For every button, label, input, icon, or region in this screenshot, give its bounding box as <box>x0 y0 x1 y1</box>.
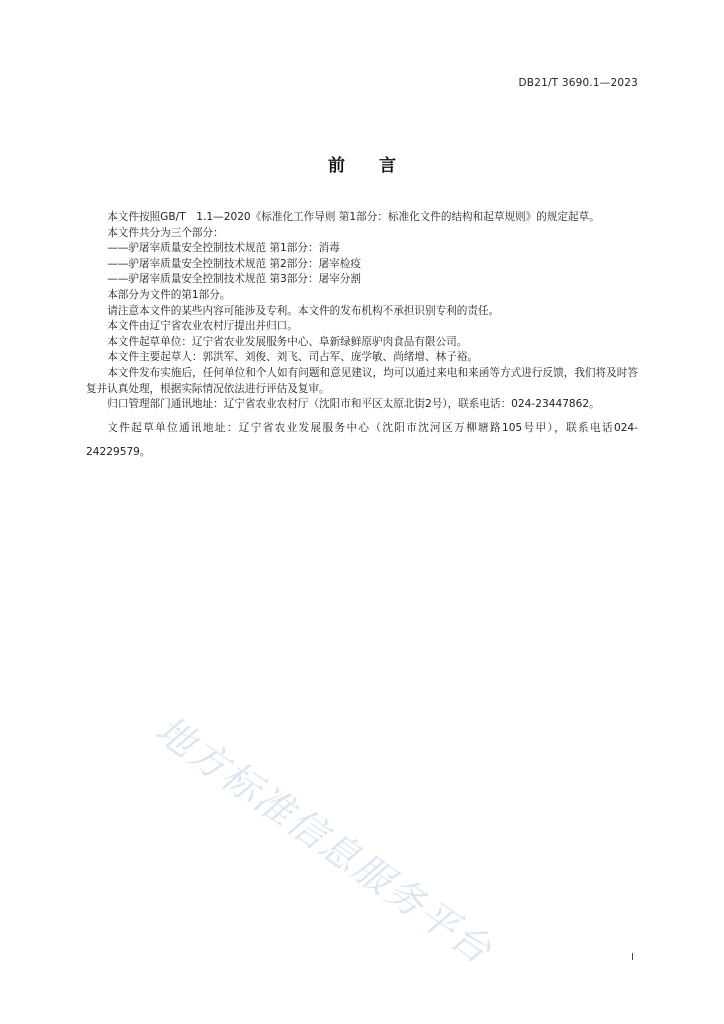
paragraph-drafting-units: 本文件起草单位：辽宁省农业发展服务中心、阜新绿鲜原驴肉食品有限公司。 <box>107 335 468 348</box>
paragraph-parts-intro: 本文件共分为三个部分： <box>107 226 224 239</box>
title-char-1: 前 <box>328 156 345 176</box>
list-item-part-1: ——驴屠宰质量安全控制技术规范 第1部分：消毒 <box>107 242 340 255</box>
paragraph-patent-notice: 请注意本文件的某些内容可能涉及专利。本文件的发布机构不承担识别专利的责任。 <box>107 304 500 317</box>
paragraph-this-part: 本部分为文件的第1部分。 <box>107 288 231 301</box>
watermark: 地方标准信息服务平台 <box>147 707 501 973</box>
foreword-body <box>86 210 638 464</box>
paragraph-proposer: 本文件由辽宁省农业农村厅提出并归口。 <box>107 320 298 333</box>
paragraph-admin-contact: 归口管理部门通讯地址：辽宁省农业农村厅（沈阳市和平区太原北街2号），联系电话：024-23447862。 <box>107 398 600 411</box>
list-item-part-2: ——驴屠宰质量安全控制技术规范 第2部分：屠宰检疫 <box>107 257 361 270</box>
paragraph-drafter-contact: 文件起草单位通讯地址：辽宁省农业发展服务中心（沈阳市沈河区万柳塘路105号甲），联系电话024-24229579。 <box>86 421 638 458</box>
page-title <box>0 151 724 176</box>
title-char-2: 言 <box>379 156 396 176</box>
paragraph-drafters: 本文件主要起草人：郭洪军、刘俊、刘飞、司占军、庞学敏、尚绪增、林子裕。 <box>107 351 478 364</box>
list-item-part-3: ——驴屠宰质量安全控制技术规范 第3部分：屠宰分割 <box>107 273 361 286</box>
paragraph-feedback: 本文件发布实施后，任何单位和个人如有问题和意见建议，均可以通过来电和来函等方式进行反馈，我们将及时答复并认真处理，根据实际情况依法进行评估及复审。 <box>86 366 638 395</box>
page-number: I <box>631 952 634 963</box>
paragraph-drafting-rules: 本文件按照GB/T 1.1—2020《标准化工作导则 第1部分：标准化文件的结构和起草规则》的规定起草。 <box>107 211 600 223</box>
document-code: DB21/T 3690.1—2023 <box>518 77 638 89</box>
